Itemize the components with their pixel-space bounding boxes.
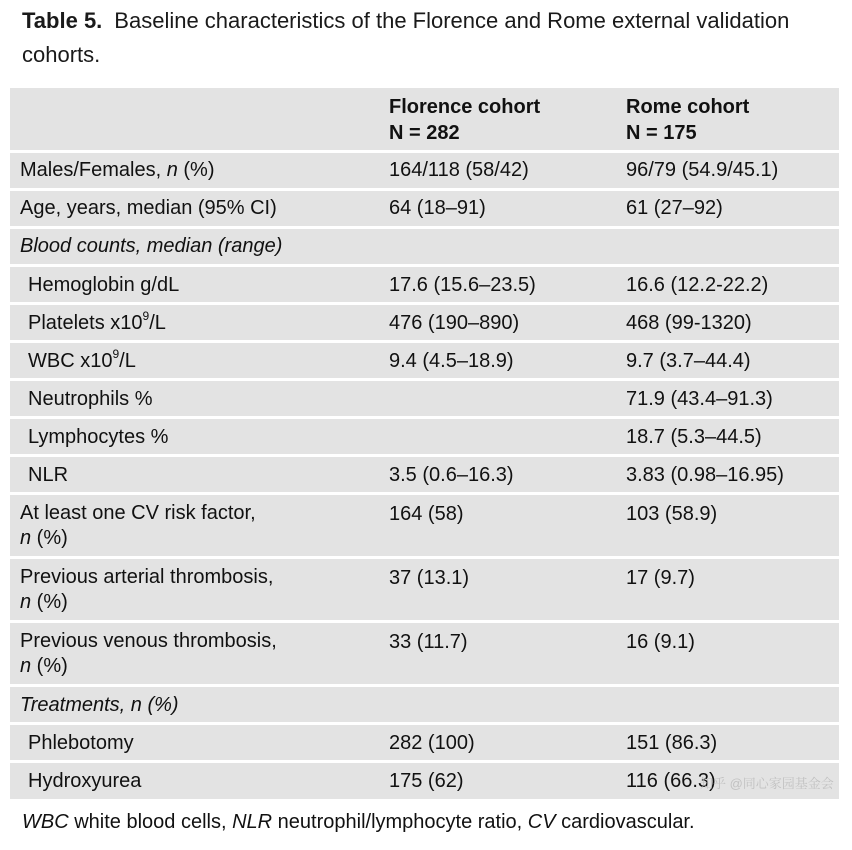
header-rome-n: N = 175 <box>626 122 697 144</box>
table-row <box>10 725 839 760</box>
table-row <box>10 419 839 454</box>
rome-value: 96/79 (54.9/45.1) <box>626 159 779 181</box>
row-label: Neutrophils % <box>28 388 153 410</box>
table-row <box>10 457 839 492</box>
row-label: Males/Females, n (%) <box>20 159 215 181</box>
section-row <box>10 687 839 722</box>
table-row <box>10 305 839 340</box>
florence-value: 3.5 (0.6–16.3) <box>389 464 514 486</box>
florence-value: 164 (58) <box>389 503 464 525</box>
table-row <box>10 559 839 620</box>
rome-value: 103 (58.9) <box>626 503 718 525</box>
table-row <box>10 267 839 302</box>
row-label: Age, years, median (95% CI) <box>20 197 277 219</box>
table-label: Table 5. <box>22 8 103 33</box>
rome-value: 116 (66.3) <box>626 770 716 792</box>
florence-value: 37 (13.1) <box>389 567 470 589</box>
section-label: Blood counts, median (range) <box>20 235 283 257</box>
florence-value: 175 (62) <box>389 770 464 792</box>
rome-value: 9.7 (3.7–44.4) <box>626 350 751 372</box>
table-row <box>10 623 839 684</box>
table-header <box>10 88 839 150</box>
florence-value: 9.4 (4.5–18.9) <box>389 350 514 372</box>
florence-value: 64 (18–91) <box>389 197 486 219</box>
section-label: Treatments, n (%) <box>20 694 179 716</box>
row-label: Platelets $x10^9/L$ <box>28 309 166 334</box>
florence-value: 33 (11.7) <box>389 631 468 653</box>
row-label: NLR <box>28 464 69 486</box>
watermark: 知乎 @同心家园基金会 <box>700 776 834 791</box>
section-row <box>10 229 839 264</box>
rome-value: 17 (9.7) <box>626 567 695 589</box>
table-row <box>10 495 839 556</box>
table-row <box>10 153 839 188</box>
florence-value: 164/118 (58/42) <box>389 159 529 181</box>
rome-value: 61 (27–92) <box>626 197 723 219</box>
rome-value: 16 (9.1) <box>626 631 695 653</box>
header-florence-title: Florence cohort <box>389 96 541 118</box>
abbr-nlr: NLR <box>232 811 273 833</box>
rome-value: 151 (86.3) <box>626 732 718 754</box>
rome-value: 16.6 (12.2-22.2) <box>626 274 769 296</box>
row-label: Hydroxyurea <box>28 770 142 792</box>
florence-value: 17.6 (15.6–23.5) <box>389 274 536 296</box>
row-label: At least one CV risk factor, n (%) <box>20 502 256 549</box>
rome-value: 468 (99-1320) <box>626 312 752 334</box>
table-row <box>10 381 839 416</box>
row-label: WBC $x10^9/L$ <box>28 347 136 372</box>
table-row <box>10 191 839 226</box>
rome-value: 3.83 (0.98–16.95) <box>626 464 784 486</box>
rome-value: 18.7 (5.3–44.5) <box>626 426 762 448</box>
florence-value: 476 (190–890) <box>389 312 520 334</box>
header-florence-n: N = 282 <box>389 122 460 144</box>
abbr-wbc: WBC <box>22 811 69 833</box>
rome-value: 71.9 (43.4–91.3) <box>626 388 773 410</box>
table-footnote: WBC white blood cells, NLR neutrophil/lymphocyte ratio, CV cardiovascular. <box>22 811 695 833</box>
row-label: Previous arterial thrombosis, n (%) <box>20 566 274 613</box>
row-label: Hemoglobin g/dL <box>28 274 180 296</box>
row-label: Lymphocytes % <box>28 426 169 448</box>
header-rome <box>626 94 749 146</box>
abbr-cv: CV <box>527 811 556 833</box>
header-rome-title: Rome cohort <box>626 96 750 118</box>
baseline-table <box>10 0 839 850</box>
row-label: Previous venous thrombosis, n (%) <box>20 630 277 677</box>
florence-value: 282 (100) <box>389 732 475 754</box>
header-florence <box>389 94 540 146</box>
row-label: Phlebotomy <box>28 732 134 754</box>
table-title: Baseline characteristics of the Florence and Rome external validation cohorts. <box>22 8 790 67</box>
table-row <box>10 343 839 378</box>
